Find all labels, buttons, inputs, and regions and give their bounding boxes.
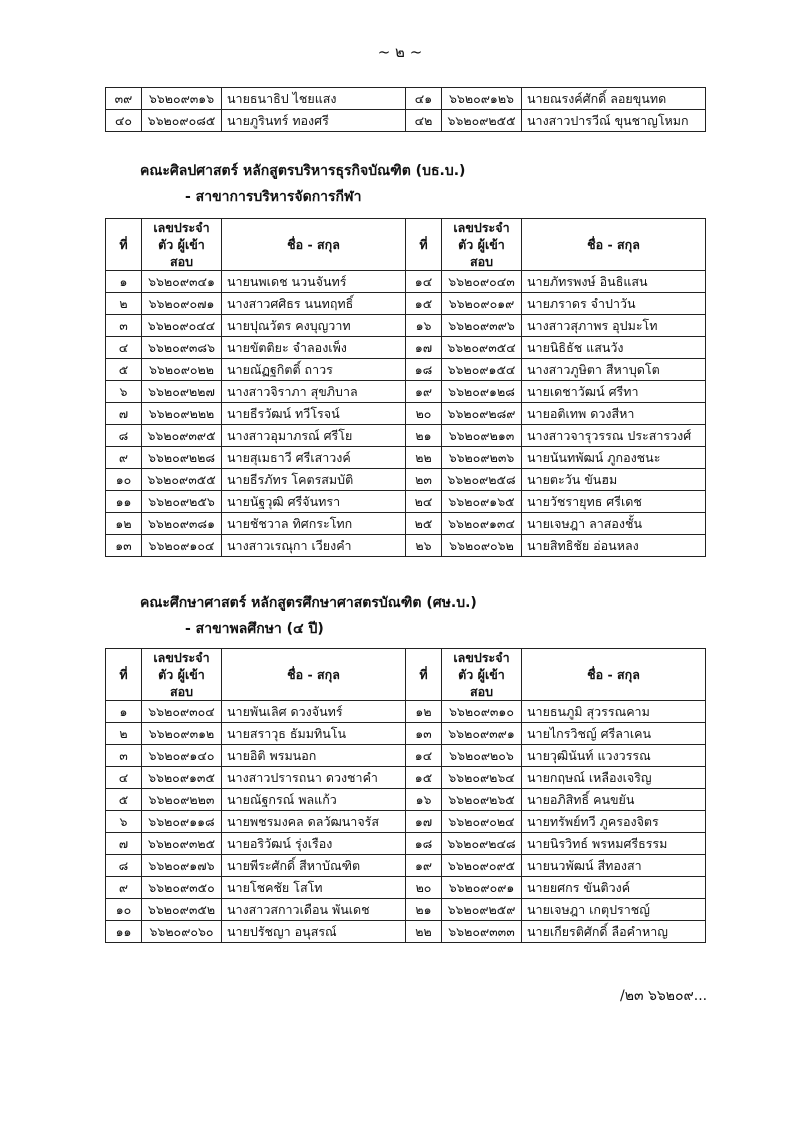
cell-name: นายธีรภัทร โคตรสมบัติ <box>222 469 406 491</box>
cell-name: นายนวพัฒน์ สีทองสา <box>522 855 706 877</box>
cell-exam-id: ๖๖๒๐๙๒๕๙ <box>442 899 522 921</box>
continuation-note: /๒๓ ๖๖๒๐๙... <box>620 988 708 1004</box>
cell-exam-id: ๖๖๒๐๙๒๔๘ <box>442 833 522 855</box>
cell-no: ๑๖ <box>406 315 442 337</box>
table-row <box>106 899 706 921</box>
header-name: ชื่อ - สกุล <box>222 219 406 271</box>
cell-no: ๑๙ <box>406 381 442 403</box>
table-row <box>106 403 706 425</box>
cell-exam-id: ๖๖๒๐๙๓๑๒ <box>142 723 222 745</box>
cell-exam-id: ๖๖๒๐๙๑๒๘ <box>442 381 522 403</box>
cell-name: นางสาวเรณุกา เวียงคำ <box>222 535 406 557</box>
cell-exam-id: ๖๖๒๐๙๓๕๔ <box>442 337 522 359</box>
cell-exam-id: ๖๖๒๐๙๓๕๒ <box>142 899 222 921</box>
cell-name: นายไกรวิชญ์ ศรีลาเคน <box>522 723 706 745</box>
header-id: เลขประจำตัว ผู้เข้าสอบ <box>142 219 222 271</box>
cell-no: ๔๐ <box>106 110 142 132</box>
header-no: ที่ <box>406 219 442 271</box>
table-row <box>106 855 706 877</box>
cell-name: นายภูรินทร์ ทองศรี <box>222 110 406 132</box>
cell-no: ๑๑ <box>106 491 142 513</box>
cell-exam-id: ๖๖๒๐๙๓๒๕ <box>142 833 222 855</box>
cell-no: ๑๓ <box>406 723 442 745</box>
section1-subheading: - สาขาการบริหารจัดการกีฬา <box>185 189 362 205</box>
cell-exam-id: ๖๖๒๐๙๓๙๕ <box>142 425 222 447</box>
cell-name: นายปุณวัตร คงบุญวาท <box>222 315 406 337</box>
cell-no: ๑๒ <box>106 513 142 535</box>
cell-name: นายวุฒินันท์ แวงวรรณ <box>522 745 706 767</box>
cell-exam-id: ๖๖๒๐๙๓๙๑ <box>442 723 522 745</box>
page-number: ~ ๒ ~ <box>377 43 423 61</box>
cell-name: นายอภิสิทธิ์ คนขยัน <box>522 789 706 811</box>
cell-no: ๔ <box>106 767 142 789</box>
cell-name: นางสาวภูษิตา สีหาบุดโต <box>522 359 706 381</box>
cell-exam-id: ๖๖๒๐๙๒๕๖ <box>142 491 222 513</box>
cell-name: นายโชคชัย โสโท <box>222 877 406 899</box>
cell-name: นายวัชรายุทธ ศรีเดช <box>522 491 706 513</box>
table-row <box>106 789 706 811</box>
cell-no: ๑๗ <box>406 337 442 359</box>
cell-name: นายปรัชญา อนุสรณ์ <box>222 921 406 943</box>
cell-name: นายธีรวัฒน์ ทวีโรจน์ <box>222 403 406 425</box>
cell-name: นายเจษฎา เกตุปราชญ์ <box>522 899 706 921</box>
cell-no: ๒๓ <box>406 469 442 491</box>
cell-no: ๑๐ <box>106 899 142 921</box>
cell-no: ๑ <box>106 271 142 293</box>
cell-exam-id: ๖๖๒๐๙๓๕๐ <box>142 877 222 899</box>
cell-name: นายอริวัฒน์ รุ่งเรือง <box>222 833 406 855</box>
cell-no: ๑ <box>106 701 142 723</box>
table-row <box>106 110 706 132</box>
cell-exam-id: ๖๖๒๐๙๐๙๑ <box>442 877 522 899</box>
cell-exam-id: ๖๖๒๐๙๒๕๕ <box>442 110 522 132</box>
cell-exam-id: ๖๖๒๐๙๐๔๔ <box>142 315 222 337</box>
cell-exam-id: ๖๖๒๐๙๓๘๖ <box>142 337 222 359</box>
table-row <box>106 723 706 745</box>
cell-name: นางสาวจารุวรรณ ประสารวงศ์ <box>522 425 706 447</box>
cell-name: นางสาวสุภาพร อุปมะโท <box>522 315 706 337</box>
header-id: เลขประจำตัว ผู้เข้าสอบ <box>442 219 522 271</box>
cell-exam-id: ๖๖๒๐๙๑๗๖ <box>142 855 222 877</box>
cell-no: ๓ <box>106 745 142 767</box>
cell-no: ๒๖ <box>406 535 442 557</box>
cell-exam-id: ๖๖๒๐๙๑๒๖ <box>442 88 522 110</box>
cell-name: นายนิธิธัช แสนวัง <box>522 337 706 359</box>
cell-name: นายกฤษณ์ เหลืองเจริญ <box>522 767 706 789</box>
section2-table <box>105 648 706 943</box>
header-id: เลขประจำตัว ผู้เข้าสอบ <box>442 649 522 701</box>
cell-no: ๓๙ <box>106 88 142 110</box>
cell-name: นายนัฐวุฒิ ศรีจันทรา <box>222 491 406 513</box>
table-row <box>106 745 706 767</box>
cell-no: ๗ <box>106 833 142 855</box>
cell-no: ๘ <box>106 425 142 447</box>
section2-heading: คณะศึกษาศาสตร์ หลักสูตรศึกษาศาสตรบัณฑิต (ศษ.บ.) <box>140 595 477 611</box>
table-row <box>106 921 706 943</box>
cell-no: ๙ <box>106 447 142 469</box>
cell-name: นายนันทพัฒน์ ภูกองชนะ <box>522 447 706 469</box>
cell-exam-id: ๖๖๒๐๙๒๕๘ <box>442 469 522 491</box>
cell-name: นายพชรมงคล ดลวัฒนาจรัส <box>222 811 406 833</box>
cell-exam-id: ๖๖๒๐๙๑๕๔ <box>442 359 522 381</box>
cell-name: นางสาวปารวีณ์ ขุนชาญโหมก <box>522 110 706 132</box>
cell-name: นายธนาธิป ไชยแสง <box>222 88 406 110</box>
cell-exam-id: ๖๖๒๐๙๓๑๖ <box>142 88 222 110</box>
cell-name: นายนพเดช นวนจันทร์ <box>222 271 406 293</box>
cell-exam-id: ๖๖๒๐๙๐๑๙ <box>442 293 522 315</box>
cell-no: ๖ <box>106 381 142 403</box>
table-row <box>106 491 706 513</box>
cell-no: ๒ <box>106 723 142 745</box>
cell-no: ๒ <box>106 293 142 315</box>
cell-name: นายเดชาวัฒน์ ศรีทา <box>522 381 706 403</box>
cell-name: นางสาวศศิธร นนทฤทธิ์ <box>222 293 406 315</box>
cell-name: นายอิติ พรมนอก <box>222 745 406 767</box>
cell-no: ๑๕ <box>406 293 442 315</box>
cell-name: นายขัตติยะ จำลองเพ็ง <box>222 337 406 359</box>
table-row <box>106 469 706 491</box>
cell-exam-id: ๖๖๒๐๙๒๖๔ <box>442 767 522 789</box>
cell-no: ๒๐ <box>406 403 442 425</box>
cell-exam-id: ๖๖๒๐๙๒๖๕ <box>442 789 522 811</box>
cell-no: ๕ <box>106 359 142 381</box>
table-row <box>106 381 706 403</box>
header-name: ชื่อ - สกุล <box>522 649 706 701</box>
cell-name: นายอติเทพ ดวงสีหา <box>522 403 706 425</box>
cell-no: ๒๒ <box>406 447 442 469</box>
cell-exam-id: ๖๖๒๐๙๓๑๐ <box>442 701 522 723</box>
cell-no: ๒๐ <box>406 877 442 899</box>
cell-name: นายชัชวาล ทิศกระโทก <box>222 513 406 535</box>
table-row <box>106 425 706 447</box>
section1-table <box>105 218 706 557</box>
cell-no: ๑๑ <box>106 921 142 943</box>
cell-no: ๒๕ <box>406 513 442 535</box>
cell-exam-id: ๖๖๒๐๙๓๔๑ <box>142 271 222 293</box>
cell-exam-id: ๖๖๒๐๙๐๘๕ <box>142 110 222 132</box>
cell-exam-id: ๖๖๒๐๙๓๘๑ <box>142 513 222 535</box>
cell-name: นายนิรวิทธ์ พรหมศรีธรรม <box>522 833 706 855</box>
cell-exam-id: ๖๖๒๐๙๐๒๒ <box>142 359 222 381</box>
header-no: ที่ <box>106 219 142 271</box>
cell-no: ๑๔ <box>406 745 442 767</box>
cell-exam-id: ๖๖๒๐๙๐๖๐ <box>142 921 222 943</box>
cell-exam-id: ๖๖๒๐๙๑๐๔ <box>142 535 222 557</box>
header-no: ที่ <box>106 649 142 701</box>
cell-name: นายณัฏฐกิตติ์ ถาวร <box>222 359 406 381</box>
cell-no: ๒๑ <box>406 425 442 447</box>
cell-exam-id: ๖๖๒๐๙๓๓๓ <box>442 921 522 943</box>
cell-no: ๘ <box>106 855 142 877</box>
cell-name: นายยศกร ขันติวงค์ <box>522 877 706 899</box>
cell-no: ๑๒ <box>406 701 442 723</box>
cell-exam-id: ๖๖๒๐๙๐๗๑ <box>142 293 222 315</box>
cell-no: ๖ <box>106 811 142 833</box>
cell-no: ๔๒ <box>406 110 442 132</box>
header-name: ชื่อ - สกุล <box>522 219 706 271</box>
cell-exam-id: ๖๖๒๐๙๓๙๖ <box>442 315 522 337</box>
header-name: ชื่อ - สกุล <box>222 649 406 701</box>
continuation-table <box>105 87 706 132</box>
cell-exam-id: ๖๖๒๐๙๓๐๔ <box>142 701 222 723</box>
cell-no: ๒๔ <box>406 491 442 513</box>
cell-exam-id: ๖๖๒๐๙๐๙๕ <box>442 855 522 877</box>
section2-subheading: - สาขาพลศึกษา (๔ ปี) <box>185 621 324 637</box>
cell-exam-id: ๖๖๒๐๙๓๕๕ <box>142 469 222 491</box>
cell-no: ๙ <box>106 877 142 899</box>
cell-no: ๒๑ <box>406 899 442 921</box>
cell-name: นายทรัพย์ทวี ภูครองจิตร <box>522 811 706 833</box>
table-row <box>106 811 706 833</box>
cell-exam-id: ๖๖๒๐๙๑๑๘ <box>142 811 222 833</box>
cell-name: นางสาวจิราภา สุขภิบาล <box>222 381 406 403</box>
cell-name: นางสาวอุมาภรณ์ ศรีโย <box>222 425 406 447</box>
table-row <box>106 337 706 359</box>
cell-no: ๑๐ <box>106 469 142 491</box>
cell-exam-id: ๖๖๒๐๙๒๒๒ <box>142 403 222 425</box>
cell-no: ๑๕ <box>406 767 442 789</box>
cell-name: นายภราดร จำปาวัน <box>522 293 706 315</box>
cell-no: ๑๙ <box>406 855 442 877</box>
cell-name: นายสิทธิชัย อ่อนหลง <box>522 535 706 557</box>
cell-exam-id: ๖๖๒๐๙๐๔๓ <box>442 271 522 293</box>
cell-no: ๑๓ <box>106 535 142 557</box>
cell-exam-id: ๖๖๒๐๙๑๖๕ <box>442 491 522 513</box>
cell-exam-id: ๖๖๒๐๙๒๑๓ <box>442 425 522 447</box>
cell-exam-id: ๖๖๒๐๙๑๓๕ <box>142 767 222 789</box>
section1-heading: คณะศิลปศาสตร์ หลักสูตรบริหารธุรกิจบัณฑิต (บธ.บ.) <box>140 163 466 179</box>
cell-no: ๗ <box>106 403 142 425</box>
cell-no: ๑๗ <box>406 811 442 833</box>
cell-no: ๑๔ <box>406 271 442 293</box>
cell-no: ๔ <box>106 337 142 359</box>
cell-no: ๑๖ <box>406 789 442 811</box>
cell-name: นายเกียรติศักดิ์ ลือคำหาญ <box>522 921 706 943</box>
cell-name: นายธนภูมิ สุวรรณคาม <box>522 701 706 723</box>
table-row <box>106 535 706 557</box>
cell-exam-id: ๖๖๒๐๙๑๓๔ <box>442 513 522 535</box>
cell-name: นายเจษฎา ลาสองชั้น <box>522 513 706 535</box>
cell-exam-id: ๖๖๒๐๙๐๖๒ <box>442 535 522 557</box>
cell-no: ๑๘ <box>406 833 442 855</box>
cell-name: นายณัฐกรณ์ พลแก้ว <box>222 789 406 811</box>
cell-name: นางสาวสกาวเดือน พันเดช <box>222 899 406 921</box>
table-row <box>106 315 706 337</box>
table-row <box>106 293 706 315</box>
cell-exam-id: ๖๖๒๐๙๒๓๖ <box>442 447 522 469</box>
cell-exam-id: ๖๖๒๐๙๑๔๐ <box>142 745 222 767</box>
cell-exam-id: ๖๖๒๐๙๒๒๗ <box>142 381 222 403</box>
cell-name: นายณรงค์ศักดิ์ ลอยขุนทด <box>522 88 706 110</box>
cell-no: ๔๑ <box>406 88 442 110</box>
cell-name: นายพีระศักดิ์ สีหาบัณฑิต <box>222 855 406 877</box>
cell-exam-id: ๖๖๒๐๙๒๒๘ <box>142 447 222 469</box>
table-row <box>106 271 706 293</box>
cell-exam-id: ๖๖๒๐๙๒๘๙ <box>442 403 522 425</box>
table-row <box>106 88 706 110</box>
cell-exam-id: ๖๖๒๐๙๒๒๓ <box>142 789 222 811</box>
cell-no: ๕ <box>106 789 142 811</box>
cell-name: นายตะวัน ขันฮม <box>522 469 706 491</box>
cell-no: ๑๘ <box>406 359 442 381</box>
cell-exam-id: ๖๖๒๐๙๐๒๔ <box>442 811 522 833</box>
table-row <box>106 767 706 789</box>
cell-name: นายพันเลิศ ดวงจันทร์ <box>222 701 406 723</box>
table-row <box>106 701 706 723</box>
cell-name: นายสุเมธาวี ศรีเสาวงค์ <box>222 447 406 469</box>
cell-name: นายภัทรพงษ์ อินธิแสน <box>522 271 706 293</box>
cell-no: ๓ <box>106 315 142 337</box>
table-row <box>106 513 706 535</box>
cell-no: ๒๒ <box>406 921 442 943</box>
cell-name: นายสราวุธ ธัมมทินโน <box>222 723 406 745</box>
table-row <box>106 833 706 855</box>
cell-name: นางสาวปรารถนา ดวงชาคำ <box>222 767 406 789</box>
table-row <box>106 359 706 381</box>
header-no: ที่ <box>406 649 442 701</box>
table-row <box>106 447 706 469</box>
table-row <box>106 877 706 899</box>
header-id: เลขประจำตัว ผู้เข้าสอบ <box>142 649 222 701</box>
cell-exam-id: ๖๖๒๐๙๒๐๖ <box>442 745 522 767</box>
